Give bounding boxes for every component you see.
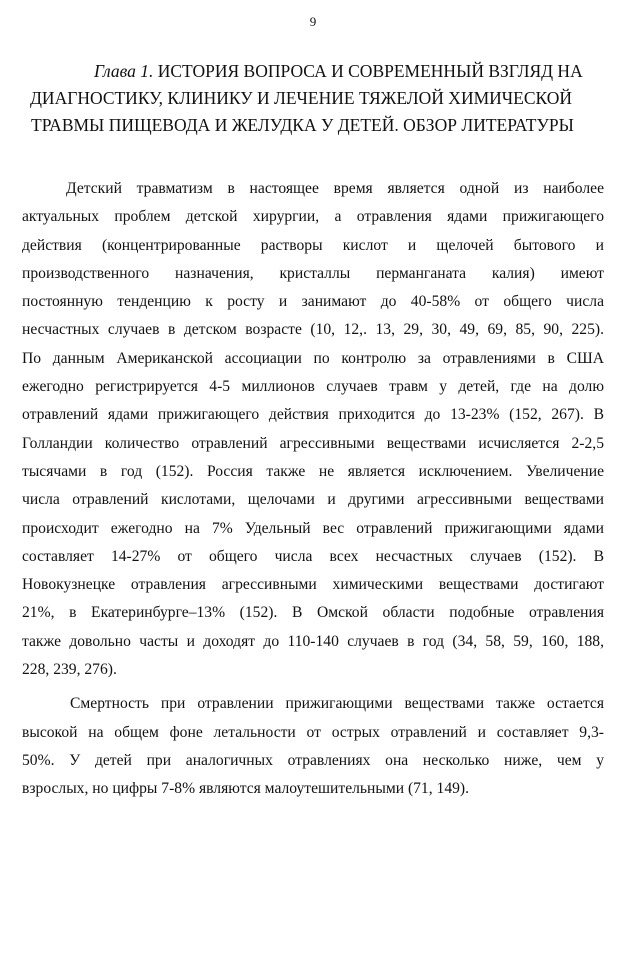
text-line: Новокузнецке отравления агрессивными химическими веществами достигают: [22, 576, 604, 594]
chapter-heading-line: ДИАГНОСТИКУ, КЛИНИКУ И ЛЕЧЕНИЕ ТЯЖЕЛОЙ ХИМИЧЕСКОЙ: [30, 88, 573, 108]
chapter-heading-line: ТРАВМЫ ПИЩЕВОДА И ЖЕЛУДКА У ДЕТЕЙ. ОБЗОР ЛИТЕРАТУРЫ: [31, 115, 574, 135]
text-line: действия (концентрированные растворы кислот и щелочей бытового и: [22, 236, 604, 254]
text-line: Смертность при отравлении прижигающими веществами также остается: [70, 695, 604, 713]
text-line: составляет 14-27% от общего числа всех несчастных случаев (152). В: [22, 547, 604, 565]
chapter-heading-line: [22, 58, 604, 85]
body-text: [22, 175, 604, 804]
text-line: 228, 239, 276).: [22, 661, 117, 679]
chapter-prefix: Глава 1.: [94, 61, 154, 81]
text-line: актуальных проблем детской хирургии, а отравления ядами прижигающего: [22, 208, 604, 226]
text-line: несчастных случаев в детском возрасте (10, 12,. 13, 29, 30, 49, 69, 85, 90, 225).: [22, 321, 604, 339]
text-line: числа отравлений кислотами, щелочами и другими агрессивными веществами: [22, 491, 604, 509]
text-line: высокой на общем фоне летальности от острых отравлений и составляет 9,3-: [22, 723, 604, 741]
text-line: Детский травматизм в настоящее время является одной из наиболее: [66, 180, 604, 197]
text-line: 50%. У детей при аналогичных отравлениях она несколько ниже, чем у: [22, 751, 604, 769]
text-line: постоянную тенденцию к росту и занимают до 40-58% от общего числа: [22, 293, 604, 311]
text-line: взрослых, но цифры 7-8% являются малоутешительными (71, 149).: [22, 780, 470, 798]
text-line: также довольно часты и доходят до 110-140 случаев в год (34, 58, 59, 160, 188,: [22, 632, 604, 650]
text-line: тысячами в год (152). Россия также не является исключением. Увеличение: [22, 462, 604, 480]
text-line: 21%, в Екатеринбурге–13% (152). В Омской области подобные отравления: [22, 604, 604, 622]
text-line: Голландии количество отравлений агрессивными веществами исчисляется 2-2,5: [22, 434, 604, 452]
text-line: отравлений ядами прижигающего действия приходится до 13-23% (152, 267). В: [22, 406, 604, 424]
text-line: происходит ежегодно на 7% Удельный вес отравлений прижигающими ядами: [22, 519, 604, 537]
page-number: 9: [309, 14, 317, 29]
paragraph: [22, 175, 604, 684]
chapter-title-part: ИСТОРИЯ ВОПРОСА И СОВРЕМЕННЫЙ ВЗГЛЯД НА: [153, 61, 583, 81]
paragraph: [22, 690, 604, 803]
text-line: производственного назначения, кристаллы перманганата калия) имеют: [22, 264, 604, 282]
text-line: По данным Американской ассоциации по контролю за отравлениями в США: [22, 349, 604, 367]
text-line: ежегодно регистрируется 4-5 миллионов случаев травм у детей, где на долю: [22, 378, 604, 396]
chapter-heading: [22, 58, 604, 139]
